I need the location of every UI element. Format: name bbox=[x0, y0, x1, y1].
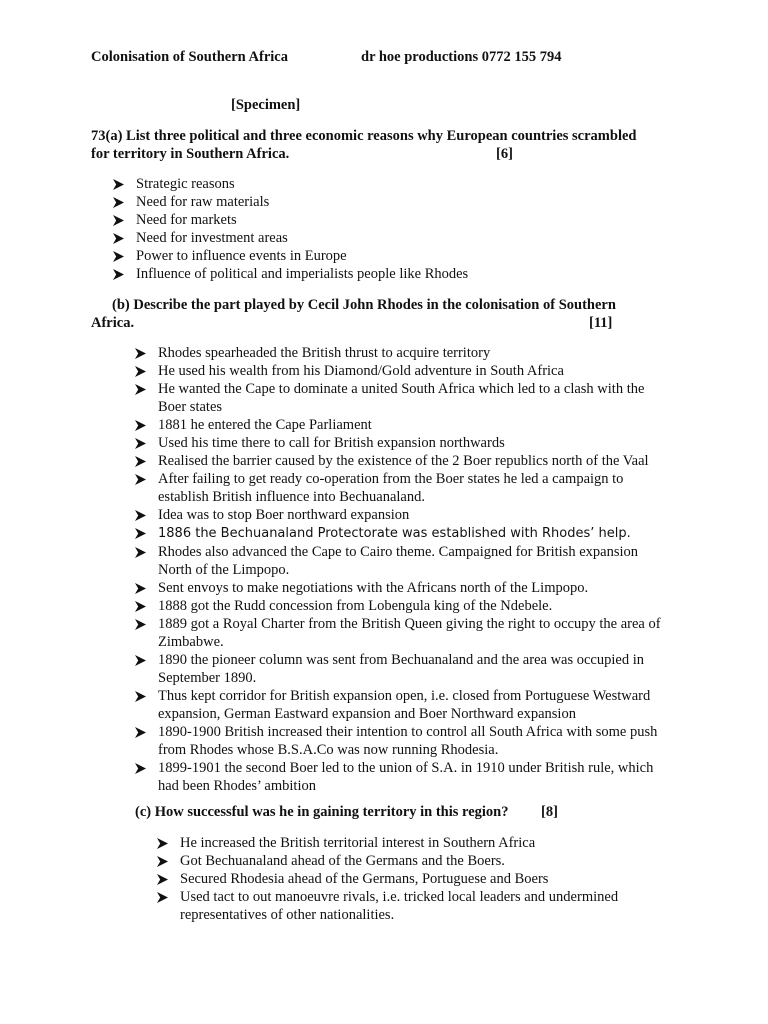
answer-text: 1899-1901 the second Boer led to the union of S.A. in 1910 under British rule, which had been Rhodes’ ambition bbox=[158, 760, 654, 794]
arrow-bullet-icon bbox=[135, 723, 149, 738]
arrow-bullet-icon bbox=[135, 380, 149, 395]
arrow-bullet-icon bbox=[113, 193, 127, 208]
answer-item bbox=[135, 380, 675, 416]
arrow-bullet-icon bbox=[135, 615, 149, 630]
answer-item bbox=[135, 452, 675, 470]
answer-item bbox=[135, 723, 675, 759]
answer-text: Sent envoys to make negotiations with the Africans north of the Limpopo. bbox=[158, 580, 589, 596]
answer-text: Rhodes also advanced the Cape to Cairo theme. Campaigned for British expansion North of the Limpopo. bbox=[158, 544, 638, 578]
answer-item bbox=[113, 211, 713, 229]
question-a-answer-list bbox=[113, 175, 713, 283]
answer-item bbox=[157, 888, 647, 924]
answer-text: Idea was to stop Boer northward expansion bbox=[158, 507, 410, 523]
question-b-answer-list bbox=[135, 344, 675, 795]
answer-text: 1890-1900 British increased their intention to control all South Africa with some push from Rhodes whose B.S.A.Co was now running Rhodesia. bbox=[158, 724, 658, 758]
answer-text: Used tact to out manoeuvre rivals, i.e. tricked local leaders and undermined representatives of other nationalities. bbox=[180, 889, 619, 923]
arrow-bullet-icon bbox=[135, 416, 149, 431]
answer-item bbox=[113, 265, 713, 283]
answer-text: 1886 the Bechuanaland Protectorate was established with Rhodes’ help. bbox=[158, 526, 631, 541]
arrow-bullet-icon bbox=[135, 452, 149, 467]
arrow-bullet-icon bbox=[135, 759, 149, 774]
arrow-bullet-icon bbox=[113, 229, 127, 244]
answer-item bbox=[113, 229, 713, 247]
arrow-bullet-icon bbox=[113, 265, 127, 280]
answer-item bbox=[135, 687, 675, 723]
question-a-marks: [6] bbox=[496, 146, 513, 162]
arrow-bullet-icon bbox=[113, 211, 127, 226]
header-contact: dr hoe productions 0772 155 794 bbox=[361, 49, 562, 65]
answer-item bbox=[135, 470, 675, 506]
answer-item bbox=[135, 434, 675, 452]
answer-item bbox=[135, 524, 675, 543]
answer-item bbox=[135, 344, 675, 362]
arrow-bullet-icon bbox=[135, 651, 149, 666]
answer-item bbox=[157, 870, 647, 888]
arrow-bullet-icon bbox=[135, 579, 149, 594]
question-c-answer-list bbox=[157, 834, 647, 924]
arrow-bullet-icon bbox=[157, 870, 171, 885]
arrow-bullet-icon bbox=[157, 852, 171, 867]
answer-item bbox=[113, 193, 713, 211]
arrow-bullet-icon bbox=[113, 175, 127, 190]
question-a-line1: 73(a) List three political and three economic reasons why European countries scrambled bbox=[91, 128, 637, 144]
answer-text: Need for investment areas bbox=[136, 230, 288, 246]
answer-item bbox=[157, 834, 647, 852]
arrow-bullet-icon bbox=[135, 597, 149, 612]
arrow-bullet-icon bbox=[135, 470, 149, 485]
arrow-bullet-icon bbox=[113, 247, 127, 262]
answer-text: Secured Rhodesia ahead of the Germans, Portuguese and Boers bbox=[180, 871, 549, 887]
answer-text: Strategic reasons bbox=[136, 176, 235, 192]
arrow-bullet-icon bbox=[135, 524, 149, 539]
answer-item bbox=[157, 852, 647, 870]
answer-item bbox=[135, 416, 675, 434]
answer-text: Influence of political and imperialists people like Rhodes bbox=[136, 266, 469, 282]
answer-text: After failing to get ready co-operation from the Boer states he led a campaign to establish British influence into Bechuanaland. bbox=[158, 471, 624, 505]
arrow-bullet-icon bbox=[157, 834, 171, 849]
answer-item bbox=[135, 651, 675, 687]
answer-item bbox=[113, 175, 713, 193]
header-title: Colonisation of Southern Africa bbox=[91, 49, 288, 65]
answer-item bbox=[135, 543, 675, 579]
answer-text: Got Bechuanaland ahead of the Germans and the Boers. bbox=[180, 853, 505, 869]
answer-text: Thus kept corridor for British expansion open, i.e. closed from Portuguese Westward expansion, German Eastward expansion and Boer Northward expansion bbox=[158, 688, 651, 722]
arrow-bullet-icon bbox=[135, 543, 149, 558]
answer-text: He wanted the Cape to dominate a united South Africa which led to a clash with the Boer states bbox=[158, 381, 645, 415]
answer-text: 1889 got a Royal Charter from the British Queen giving the right to occupy the area of Zimbabwe. bbox=[158, 616, 661, 650]
answer-text: Need for markets bbox=[136, 212, 237, 228]
answer-text: Used his time there to call for British expansion northwards bbox=[158, 435, 505, 451]
answer-text: 1888 got the Rudd concession from Lobengula king of the Ndebele. bbox=[158, 598, 553, 614]
answer-item bbox=[135, 759, 675, 795]
question-a-line2: for territory in Southern Africa. bbox=[91, 146, 290, 162]
arrow-bullet-icon bbox=[157, 888, 171, 903]
answer-item bbox=[135, 506, 675, 524]
answer-item bbox=[113, 247, 713, 265]
question-c-text: (c) How successful was he in gaining territory in this region? bbox=[135, 804, 509, 820]
answer-text: He increased the British territorial interest in Southern Africa bbox=[180, 835, 536, 851]
answer-text: Power to influence events in Europe bbox=[136, 248, 347, 264]
answer-item bbox=[135, 362, 675, 380]
question-b-marks: [11] bbox=[589, 315, 613, 331]
question-c-marks: [8] bbox=[541, 804, 558, 820]
answer-text: He used his wealth from his Diamond/Gold adventure in South Africa bbox=[158, 363, 564, 379]
arrow-bullet-icon bbox=[135, 434, 149, 449]
specimen-label: [Specimen] bbox=[231, 97, 301, 113]
arrow-bullet-icon bbox=[135, 344, 149, 359]
answer-text: Realised the barrier caused by the existence of the 2 Boer republics north of the Vaal bbox=[158, 453, 649, 469]
answer-item bbox=[135, 579, 675, 597]
arrow-bullet-icon bbox=[135, 362, 149, 377]
answer-text: 1890 the pioneer column was sent from Bechuanaland and the area was occupied in September 1890. bbox=[158, 652, 644, 686]
answer-item bbox=[135, 597, 675, 615]
answer-text: Rhodes spearheaded the British thrust to acquire territory bbox=[158, 345, 491, 361]
answer-text: Need for raw materials bbox=[136, 194, 270, 210]
question-b-line1: (b) Describe the part played by Cecil John Rhodes in the colonisation of Southern bbox=[112, 297, 616, 313]
arrow-bullet-icon bbox=[135, 687, 149, 702]
question-b-line2: Africa. bbox=[91, 315, 135, 331]
answer-text: 1881 he entered the Cape Parliament bbox=[158, 417, 372, 433]
answer-item bbox=[135, 615, 675, 651]
arrow-bullet-icon bbox=[135, 506, 149, 521]
